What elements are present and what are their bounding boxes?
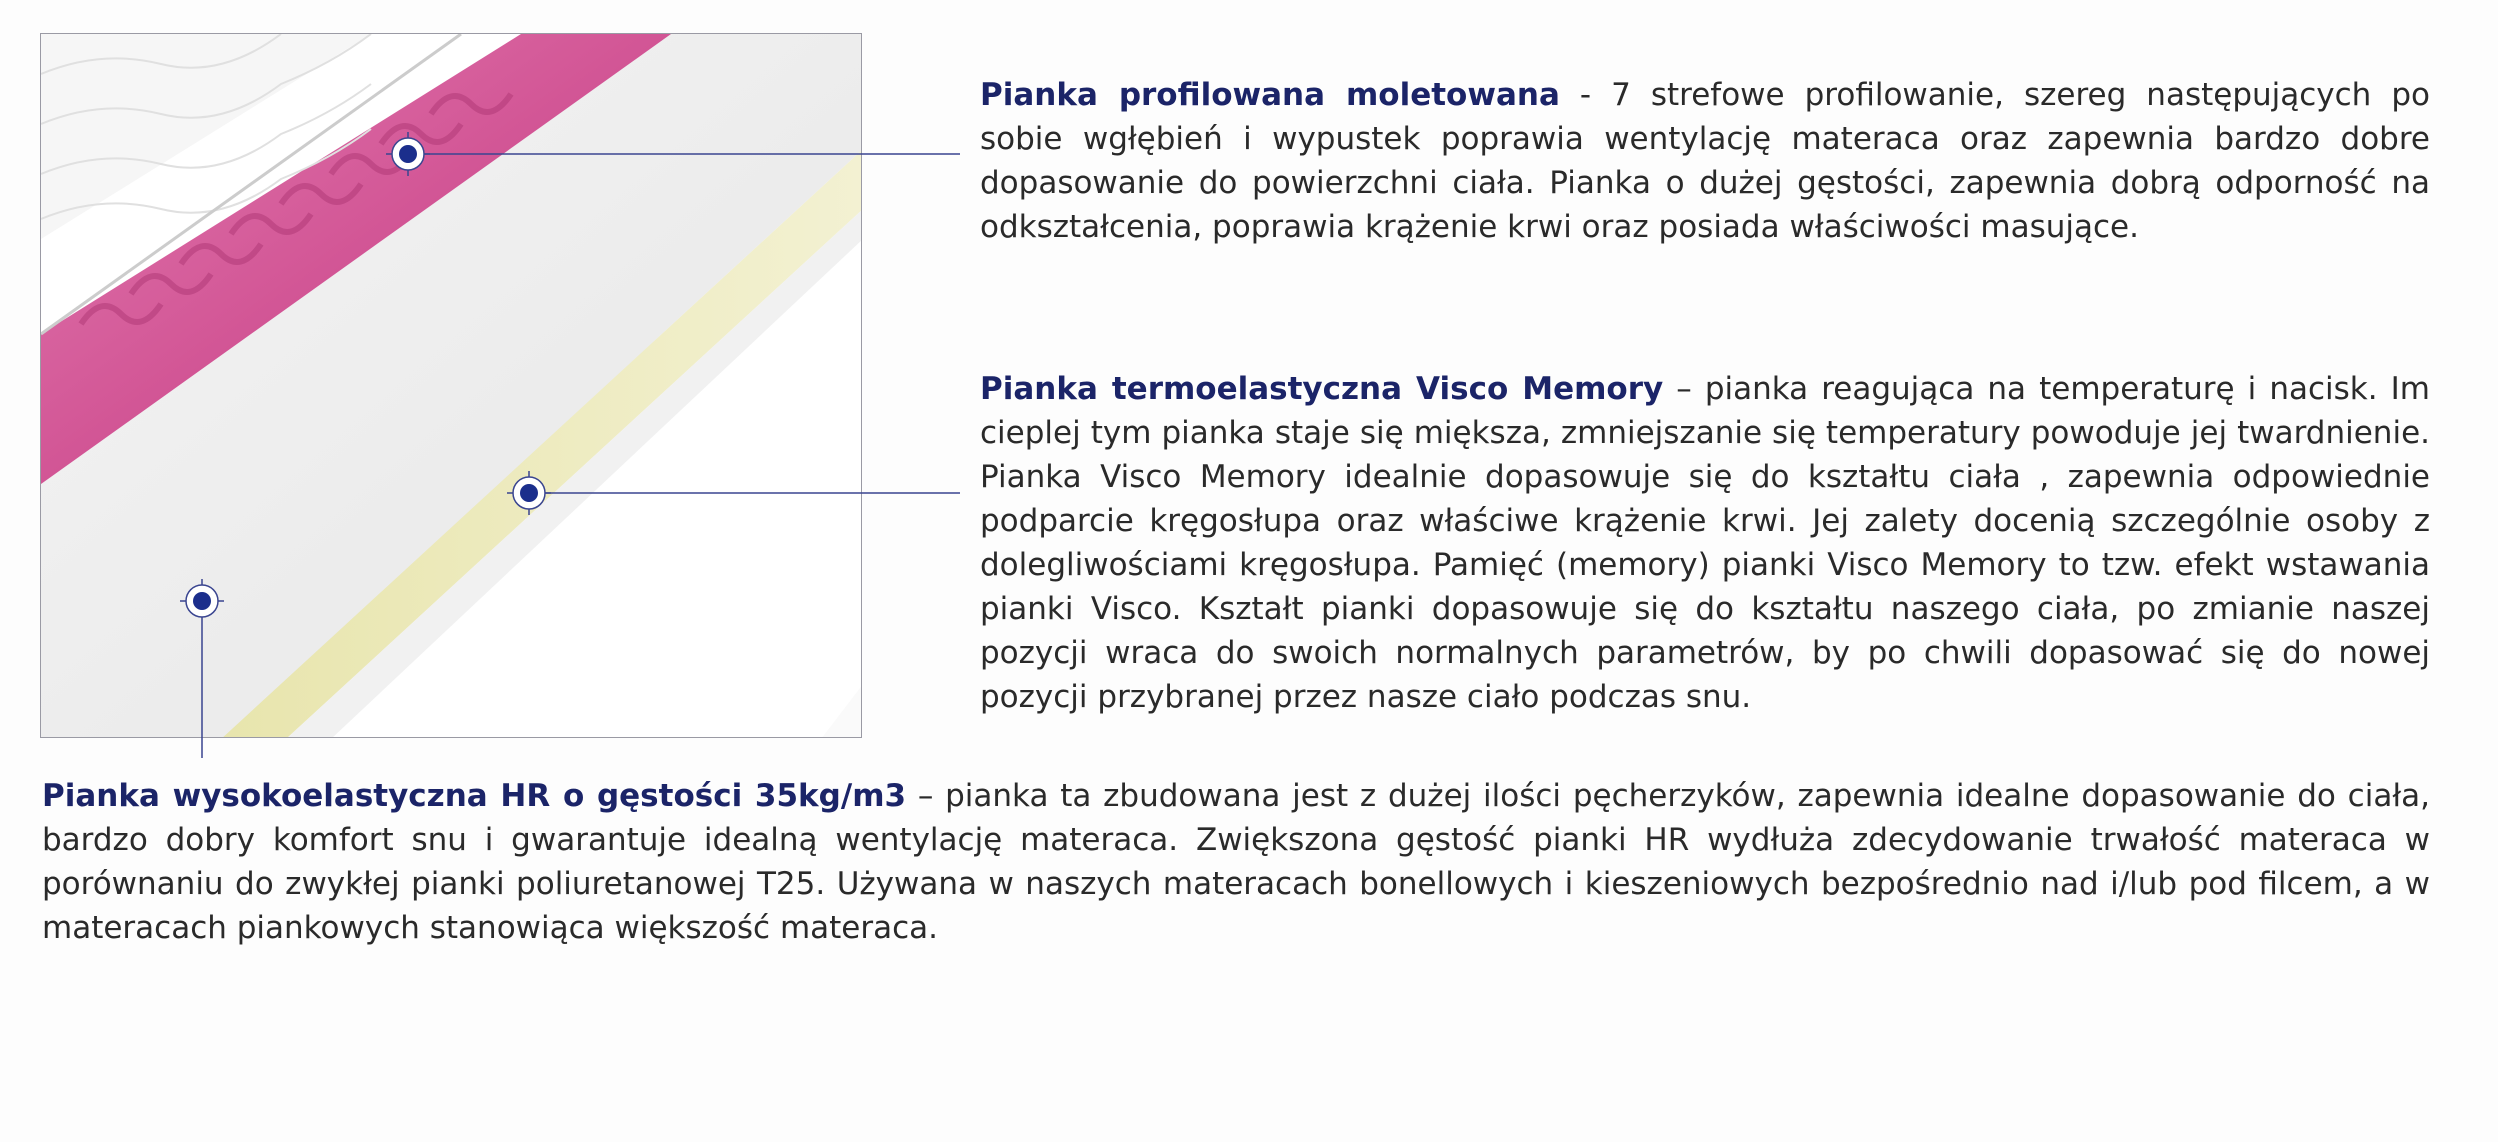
section-profiled-foam (980, 73, 2430, 249)
section-title: Pianka profilowana moletowana (980, 77, 1560, 113)
section-text: – pianka reagująca na temperaturę i nacisk. Im cieplej tym pianka staje się miększa, zmniejszanie się temperatury powoduje jej twardnienie. Pianka Visco Memory idealnie dopasowuje się do kształtu ciała , zapewnia odpowiednie podparcie kręgosłupa oraz właściwe krążenie krwi. Jej zalety docenią szczególnie osoby z dolegliwościami kręgosłupa. Pamięć (memory) pianki Visco Memory to tzw. efekt wstawania pianki Visco. Kształt pianki dopasowuje się do kształtu naszego ciała, po zmianie naszej pozycji wraca do swoich normalnych parametrów, by po chwili dopasować się do nowej pozycji przybranej przez nasze ciało podczas snu. (980, 371, 2431, 715)
section-text: – pianka ta zbudowana jest z dużej ilości pęcherzyków, zapewnia idealne dopasowanie do ciała, bardzo dobry komfort snu i gwarantuje idealną wentylację materaca. Zwiększona gęstość pianki HR wydłuża zdecydowanie trwałość materaca w porównaniu do zwykłej pianki poliuretanowej T25. Używana w naszych materacach bonellowych i kieszeniowych bezpośrednio nad i/lub pod filcem, a w materacach piankowych stanowiąca większość materaca. (42, 778, 2430, 946)
section-title: Pianka wysokoelastyczna HR o gęstości 35kg/m3 (42, 778, 907, 814)
section-hr-foam (42, 774, 2430, 950)
section-text: - 7 strefowe profilowanie, szereg następujących po sobie wgłębień i wypustek poprawia wentylację materaca oraz zapewnia bardzo dobre dopasowanie do powierzchni ciała. Pianka o dużej gęstości, zapewnia dobrą odporność na odkształcenia, poprawia krążenie krwi oraz posiada właściwości masujące. (980, 77, 2430, 245)
section-title: Pianka termoelastyczna Visco Memory (980, 371, 1664, 407)
mattress-layers-image (40, 33, 862, 738)
section-visco-memory (980, 367, 2430, 719)
mattress-cross-section-illustration (41, 34, 862, 738)
